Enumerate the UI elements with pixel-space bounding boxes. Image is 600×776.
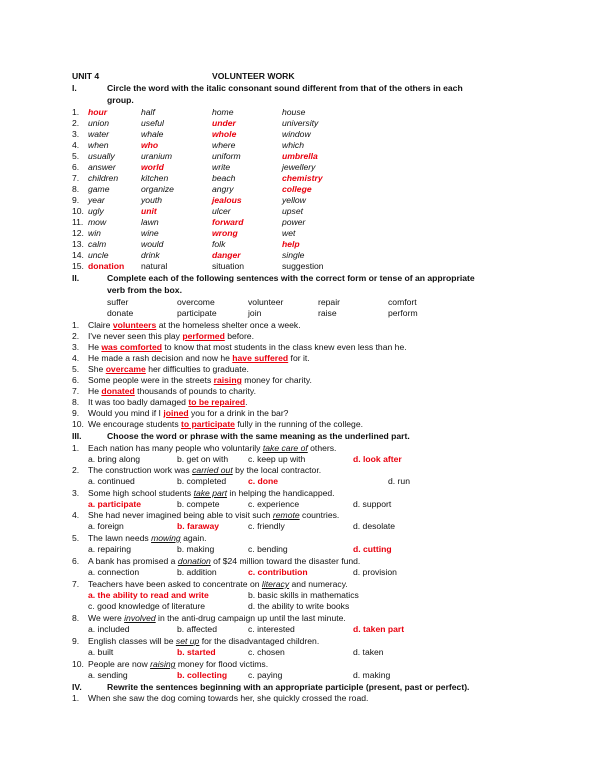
option-c: forward [212,217,244,227]
item-number: 13. [72,239,84,249]
answer: to be repaired [188,397,246,407]
box-word: suffer [107,297,129,307]
sentence-text: Would you mind if I [88,408,164,418]
item-number: 10. [72,659,84,669]
option-a: usually [88,151,115,161]
option-a: a. foreign [88,521,124,531]
option-c: uniform [212,151,241,161]
item-number: 3. [72,129,80,139]
item-number: 2. [72,118,80,128]
option-d: house [282,107,306,117]
option-b: organize [141,184,174,194]
box-word: comfort [388,297,417,307]
question-text: others. [307,443,337,453]
option-b: natural [141,261,168,271]
question-text: She had never imagined being able to visit such [88,510,273,520]
option-a: answer [88,162,116,172]
item-number: 1. [72,693,80,703]
section-instruction: Complete each of the following sentences with the correct form or tense of an appropriate [107,273,475,283]
item-number: 8. [72,184,80,194]
option-b: kitchen [141,173,169,183]
option-d: college [282,184,312,194]
underlined-part: carried out [192,465,233,475]
option-b: world [141,162,164,172]
box-word: raise [318,308,337,318]
option-d: wet [282,228,296,238]
item-number: 4. [72,140,80,150]
underlined-part: set up [175,636,200,646]
answer: donated [101,386,135,396]
option-d: window [282,129,311,139]
option-b: half [141,107,155,117]
question-text: countries. [299,510,340,520]
option-a: a. connection [88,567,140,577]
section-number: III. [72,431,82,441]
option-c: home [212,107,234,117]
item-number: 6. [72,556,80,566]
option-b: unit [141,206,157,216]
option-d: d. taken [353,647,384,657]
box-word: perform [388,308,418,318]
option-a: a. built [88,647,114,657]
item-number: 10. [72,419,84,429]
sentence-text: He [88,342,102,352]
option-b: b. faraway [177,521,220,531]
option-d: d. desolate [353,521,396,531]
item-number: 3. [72,488,80,498]
option-a: a. the ability to read and write [88,590,209,600]
item-number: 5. [72,151,80,161]
option-b: useful [141,118,164,128]
sentence-text: . [245,397,248,407]
sentence-text: Some people were in the streets [88,375,214,385]
option-b: b. addition [177,567,217,577]
option-c: whole [212,129,237,139]
answer: raising [213,375,242,385]
option-d: jewellery [282,162,316,172]
box-word: volunteer [248,297,284,307]
option-a: a. bring along [88,454,141,464]
box-word: join [248,308,262,318]
option-b: b. get on with [177,454,229,464]
option-c: c. paying [248,670,283,680]
item-number: 7. [72,579,80,589]
option-d: d. cutting [353,544,392,554]
question-text: for the disadvantaged children. [199,636,320,646]
option-a: uncle [88,250,109,260]
question-text: English classes will be [88,636,176,646]
question-text: money for flood victims. [175,659,269,669]
underlined-part: raising [150,659,176,669]
item-number: 3. [72,342,80,352]
underlined-part: donation [177,556,211,566]
section-instruction: group. [107,95,134,105]
option-d: d. support [353,499,392,509]
answer: performed [182,331,225,341]
option-a: union [88,118,110,128]
question-text: We were [88,613,125,623]
option-c: c. chosen [248,647,285,657]
option-c: write [212,162,231,172]
question-text: Some high school students [88,488,194,498]
option-d: single [282,250,305,260]
option-a: ugly [88,206,104,216]
sentence-text: It was too badly damaged [88,397,189,407]
underlined-part: take care of [262,443,308,453]
option-d: d. provision [353,567,397,577]
option-d: d. taken part [353,624,405,634]
underlined-part: take part [193,488,228,498]
item-number: 1. [72,107,80,117]
option-c: c. bending [248,544,288,554]
item-number: 9. [72,195,80,205]
item-number: 9. [72,636,80,646]
option-c: c. interested [248,624,295,634]
option-a: a. included [88,624,130,634]
option-d: d. run [388,476,410,486]
sentence-text: He made a rash decision and now he [88,353,233,363]
option-c: danger [212,250,241,260]
option-d: help [282,239,300,249]
item-number: 1. [72,320,80,330]
sentence-text: fully in the running of the college. [234,419,364,429]
underlined-part: literacy [261,579,290,589]
option-c: folk [212,239,226,249]
question-text: The lawn needs [88,533,152,543]
item-number: 7. [72,173,80,183]
box-word: repair [318,297,340,307]
option-a: a. sending [88,670,128,680]
option-a: a. continued [88,476,135,486]
option-b: wine [141,228,159,238]
option-a: water [88,129,110,139]
sentence-text: at the homeless shelter once a week. [156,320,301,330]
item-number: 7. [72,386,80,396]
option-a: calm [88,239,107,249]
option-d: power [282,217,306,227]
answer: was comforted [101,342,163,352]
option-d: d. look after [353,454,402,464]
section-number: II. [72,273,80,283]
item-number: 15. [72,261,84,271]
underlined-part: remote [272,510,300,520]
sentence-text: I've never seen this play [88,331,183,341]
item-number: 5. [72,533,80,543]
option-a: when [88,140,109,150]
question-text: Teachers have been asked to concentrate on [88,579,262,589]
option-d: which [282,140,304,150]
option-c: c. experience [248,499,300,509]
option-a: a. repairing [88,544,131,554]
option-d: yellow [282,195,306,205]
option-c: c. contribution [248,567,308,577]
option-c: c. friendly [248,521,285,531]
item-number: 9. [72,408,80,418]
option-c: jealous [212,195,242,205]
answer: have suffered [232,353,289,363]
option-a: a. participate [88,499,142,509]
option-b: lawn [141,217,159,227]
item-number: 1. [72,443,80,453]
option-d: suggestion [282,261,324,271]
sentence-text: thousands of pounds to charity. [134,386,256,396]
underlined-part: involved [124,613,156,623]
option-a: hour [88,107,108,117]
sentence-text: for it. [288,353,310,363]
question-text: again. [180,533,207,543]
section-instruction: Rewrite the sentences beginning with an appropriate participle (present, past or perfect). [107,682,470,692]
option-c: wrong [212,228,238,238]
question-text: in helping the handicapped. [227,488,335,498]
sentence-text: you for a drink in the bar? [188,408,289,418]
option-d: d. making [353,670,391,680]
box-word: donate [107,308,134,318]
option-b: b. affected [177,624,217,634]
item-number: 11. [72,217,84,227]
question-text: in the anti-drug campaign up until the last minute. [155,613,346,623]
section-instruction: Circle the word with the italic consonant sound different from that of the others in each [107,83,463,93]
underlined-part: mowing [151,533,181,543]
item-number: 12. [72,228,84,238]
sentence-text: before. [224,331,254,341]
option-b: would [141,239,164,249]
option-a: donation [88,261,125,271]
option-b: who [141,140,159,150]
question-text: by the local contractor. [232,465,322,475]
option-b: b. started [177,647,216,657]
option-c: ulcer [212,206,231,216]
option-b: uranium [141,151,173,161]
section-instruction: verb from the box. [107,285,182,295]
item-number: 6. [72,375,80,385]
option-d: university [282,118,319,128]
unit-label: UNIT 4 [72,71,100,81]
sentence-text: to know that most students in the class knew even less than he. [162,342,407,352]
box-word: participate [177,308,217,318]
option-a: win [88,228,101,238]
sentence-text: When she saw the dog coming towards her, she quickly crossed the road. [88,693,369,703]
option-a: children [88,173,119,183]
sentence-text: He [88,386,102,396]
box-word: overcome [177,297,215,307]
option-a: mow [88,217,107,227]
answer: overcame [105,364,146,374]
sentence-text: money for charity. [241,375,312,385]
item-number: 14. [72,250,84,260]
option-b: b. basic skills in mathematics [248,590,359,600]
item-number: 5. [72,364,80,374]
option-b: b. making [177,544,215,554]
section-number: IV. [72,682,82,692]
answer: joined [163,408,189,418]
option-c: under [212,118,236,128]
item-number: 8. [72,613,80,623]
option-c: c. keep up with [248,454,306,464]
option-b: b. compete [177,499,220,509]
section-instruction: Choose the word or phrase with the same meaning as the underlined part. [107,431,410,441]
sentence-text: her difficulties to graduate. [145,364,249,374]
option-c: beach [212,173,236,183]
option-c: c. done [248,476,279,486]
option-b: whale [141,129,164,139]
question-text: The construction work was [88,465,193,475]
question-text: of $24 million toward the disaster fund. [210,556,361,566]
option-d: upset [282,206,304,216]
option-c: c. good knowledge of literature [88,601,206,611]
option-d: d. the ability to write books [248,601,350,611]
question-text: Each nation has many people who voluntarily [88,443,263,453]
page-title: VOLUNTEER WORK [212,71,295,81]
sentence-text: Claire [88,320,113,330]
option-a: game [88,184,110,194]
option-c: angry [212,184,234,194]
question-text: People are now [88,659,151,669]
sentence-text: She [88,364,106,374]
option-c: situation [212,261,245,271]
option-d: umbrella [282,151,318,161]
question-text: A bank has promised a [88,556,178,566]
option-b: b. collecting [177,670,228,680]
item-number: 10. [72,206,84,216]
option-b: b. completed [177,476,227,486]
answer: to participate [181,419,235,429]
section-number: I. [72,83,77,93]
option-c: where [212,140,236,150]
option-d: chemistry [282,173,323,183]
option-b: youth [141,195,163,205]
item-number: 4. [72,353,80,363]
item-number: 2. [72,465,80,475]
option-b: drink [141,250,160,260]
item-number: 4. [72,510,80,520]
question-text: and numeracy. [289,579,348,589]
item-number: 6. [72,162,80,172]
item-number: 2. [72,331,80,341]
item-number: 8. [72,397,80,407]
sentence-text: We encourage students [88,419,181,429]
option-a: year [88,195,105,205]
answer: volunteers [112,320,157,330]
